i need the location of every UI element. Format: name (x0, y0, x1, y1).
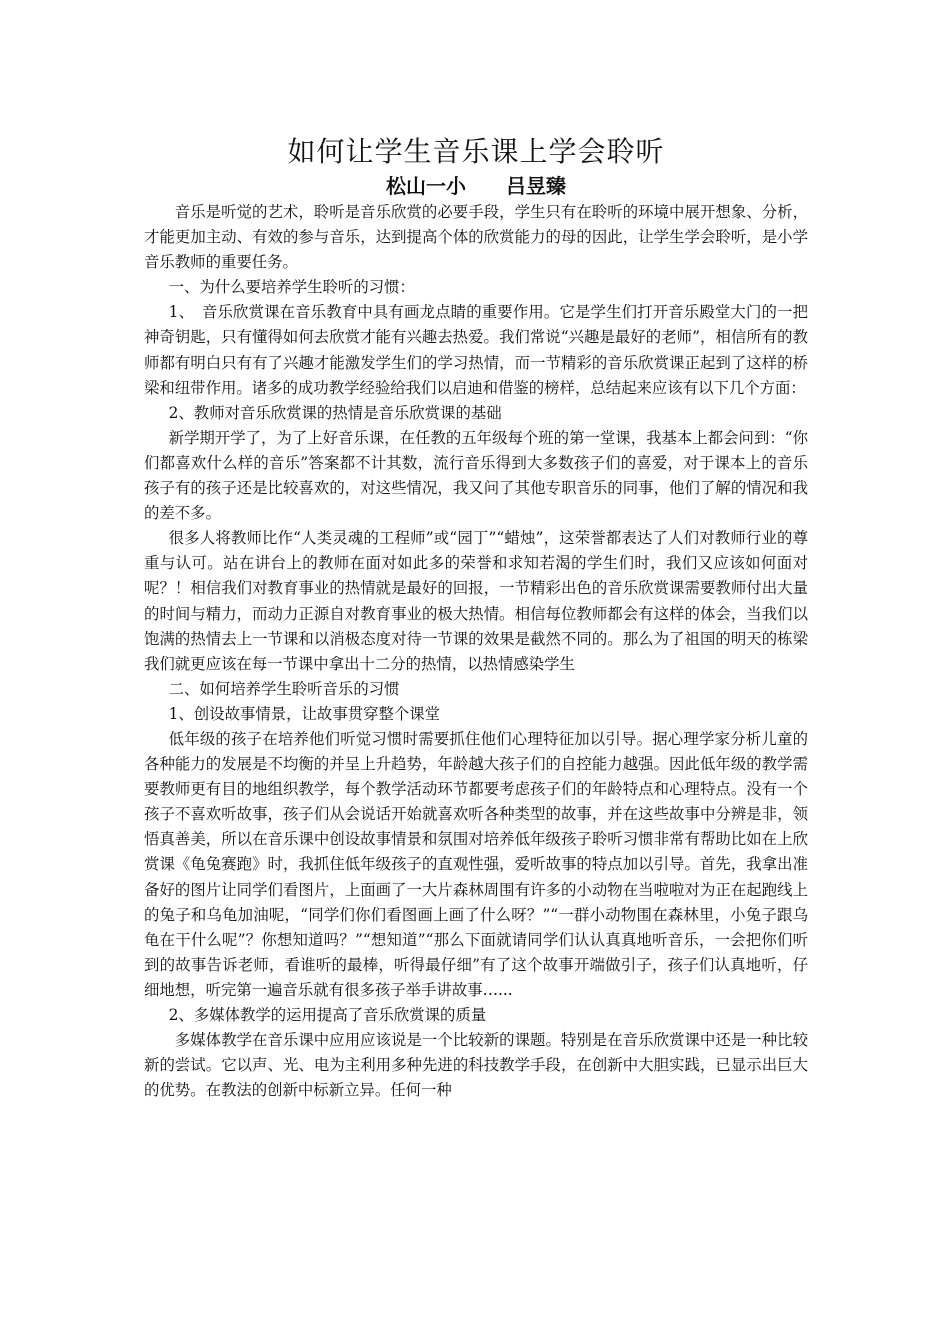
paragraph-multimedia: 多媒体教学在音乐课中应用应该说是一个比较新的课题。特别是在音乐欣赏课中还是一种比较新的尝试。它以声、光、电为主利用多种先进的科技教学手段，在创新中大胆实践，已显示出巨大的优势。在教法的创新中标新立异。任何一种 (144, 1031, 808, 1100)
document-body (144, 200, 808, 1103)
paragraph-story-teaching: 低年级的孩子在培养他们听觉习惯时需要抓住他们心理特征加以引导。据心理学家分析儿童的各种能力的发展是不均衡的并呈上升趋势，年龄越大孩子们的自控能力越强。因此低年级的教学需要教师更有目的地组织教学，每个教学活动环节都要考虑孩子们的年龄特点和心理特点。没有一个孩子不喜欢听故事，孩子们从会说话开始就喜欢听各种类型的故事，并在这些故事中分辨是非，领悟真善美，所以在音乐课中创设故事情景和氛围对培养低年级孩子聆听习惯非常有帮助比如在上欣赏课《龟兔赛跑》时，我抓住低年级孩子的直观性强，爱听故事的特点加以引导。首先，我拿出准备好的图片让同学们看图片，上面画了一大片森林周围有许多的小动物在当啦啦对为正在起跑线上的兔子和乌龟加油呢，“同学们你们看图画上画了什么呀？”“一群小动物围在森林里，小兔子跟乌龟在干什么呢”？你想知道吗？”“想知道”“那么下面就请同学们认认真真地听音乐，一会把你们听到的故事告诉老师，看谁听的最棒，听得最仔细”有了这个故事开端做引子，孩子们认真地听，仔细地想，听完第一遍音乐就有很多孩子举手讲故事…... (144, 729, 808, 999)
section-heading-1: 一、为什么要培养学生聆听的习惯： (168, 278, 415, 297)
paragraph-point-1: 1、 音乐欣赏课在音乐教育中具有画龙点睛的重要作用。它是学生们打开音乐殿堂大门的一把神奇钥匙，只有懂得如何去欣赏才能有兴趣去热爱。我们常说“兴趣是最好的老师”，相信所有的教师都有明白只有有了兴趣才能激发学生们的学习热情，而一节精彩的音乐欣赏课正起到了这样的桥梁和纽带作用。诸多的成功教学经验给我们以启迪和借鉴的榜样，总结起来应该有以下几个方面： (144, 303, 808, 397)
paragraph-intro: 音乐是听觉的艺术，聆听是音乐欣赏的必要手段，学生只有在聆听的环境中展开想象、分析，才能更加主动、有效的参与音乐，达到提高个体的欣赏能力的母的因此，让学生学会聆听，是小学音乐教师的重要任务。 (144, 203, 808, 272)
subheading-point-2: 2、教师对音乐欣赏课的热情是音乐欣赏课的基础 (168, 403, 502, 422)
paragraph-new-semester: 新学期开学了，为了上好音乐课，在任教的五年级每个班的第一堂课，我基本上都会问到：“你们都喜欢什么样的音乐”答案都不计其数，流行音乐得到大多数孩子们的喜爱，对于课本上的音乐孩子有的孩子还是比较喜欢的，对这些情况，我又问了其他专职音乐的同事，他们了解的情况和我的差不多。 (144, 428, 808, 523)
document-content (144, 132, 808, 1103)
subheading-story-scene: 1、创设故事情景，让故事贯穿整个课堂 (168, 704, 441, 723)
document-title: 如何让学生音乐课上学会聆听 (287, 135, 665, 168)
author-line: 松山一小 吕昱臻 (386, 174, 566, 198)
subheading-multimedia: 2、多媒体教学的运用提高了音乐欣赏课的质量 (168, 1006, 487, 1024)
paragraph-teacher-enthusiasm: 很多人将教师比作“人类灵魂的工程师”或“园丁”“蜡烛”，这荣誉都表达了人们对教师行业的尊重与认可。站在讲台上的教师在面对如此多的荣誉和求知若渴的学生们时，我们又应该如何面对呢？！相信我们对教育事业的热情就是最好的回报，一节精彩出色的音乐欣赏课需要教师付出大量的时间与精力，而动力正源自对教育事业的极大热情。相信每位教师都会有这样的体会，当我们以饱满的热情去上一节课和以消极态度对待一节课的效果是截然不同的。那么为了祖国的明天的栋梁我们就更应该在每一节课中拿出十二分的热情，以热情感染学生 (144, 529, 808, 673)
section-heading-2: 二、如何培养学生聆听音乐的习惯 (168, 679, 400, 698)
